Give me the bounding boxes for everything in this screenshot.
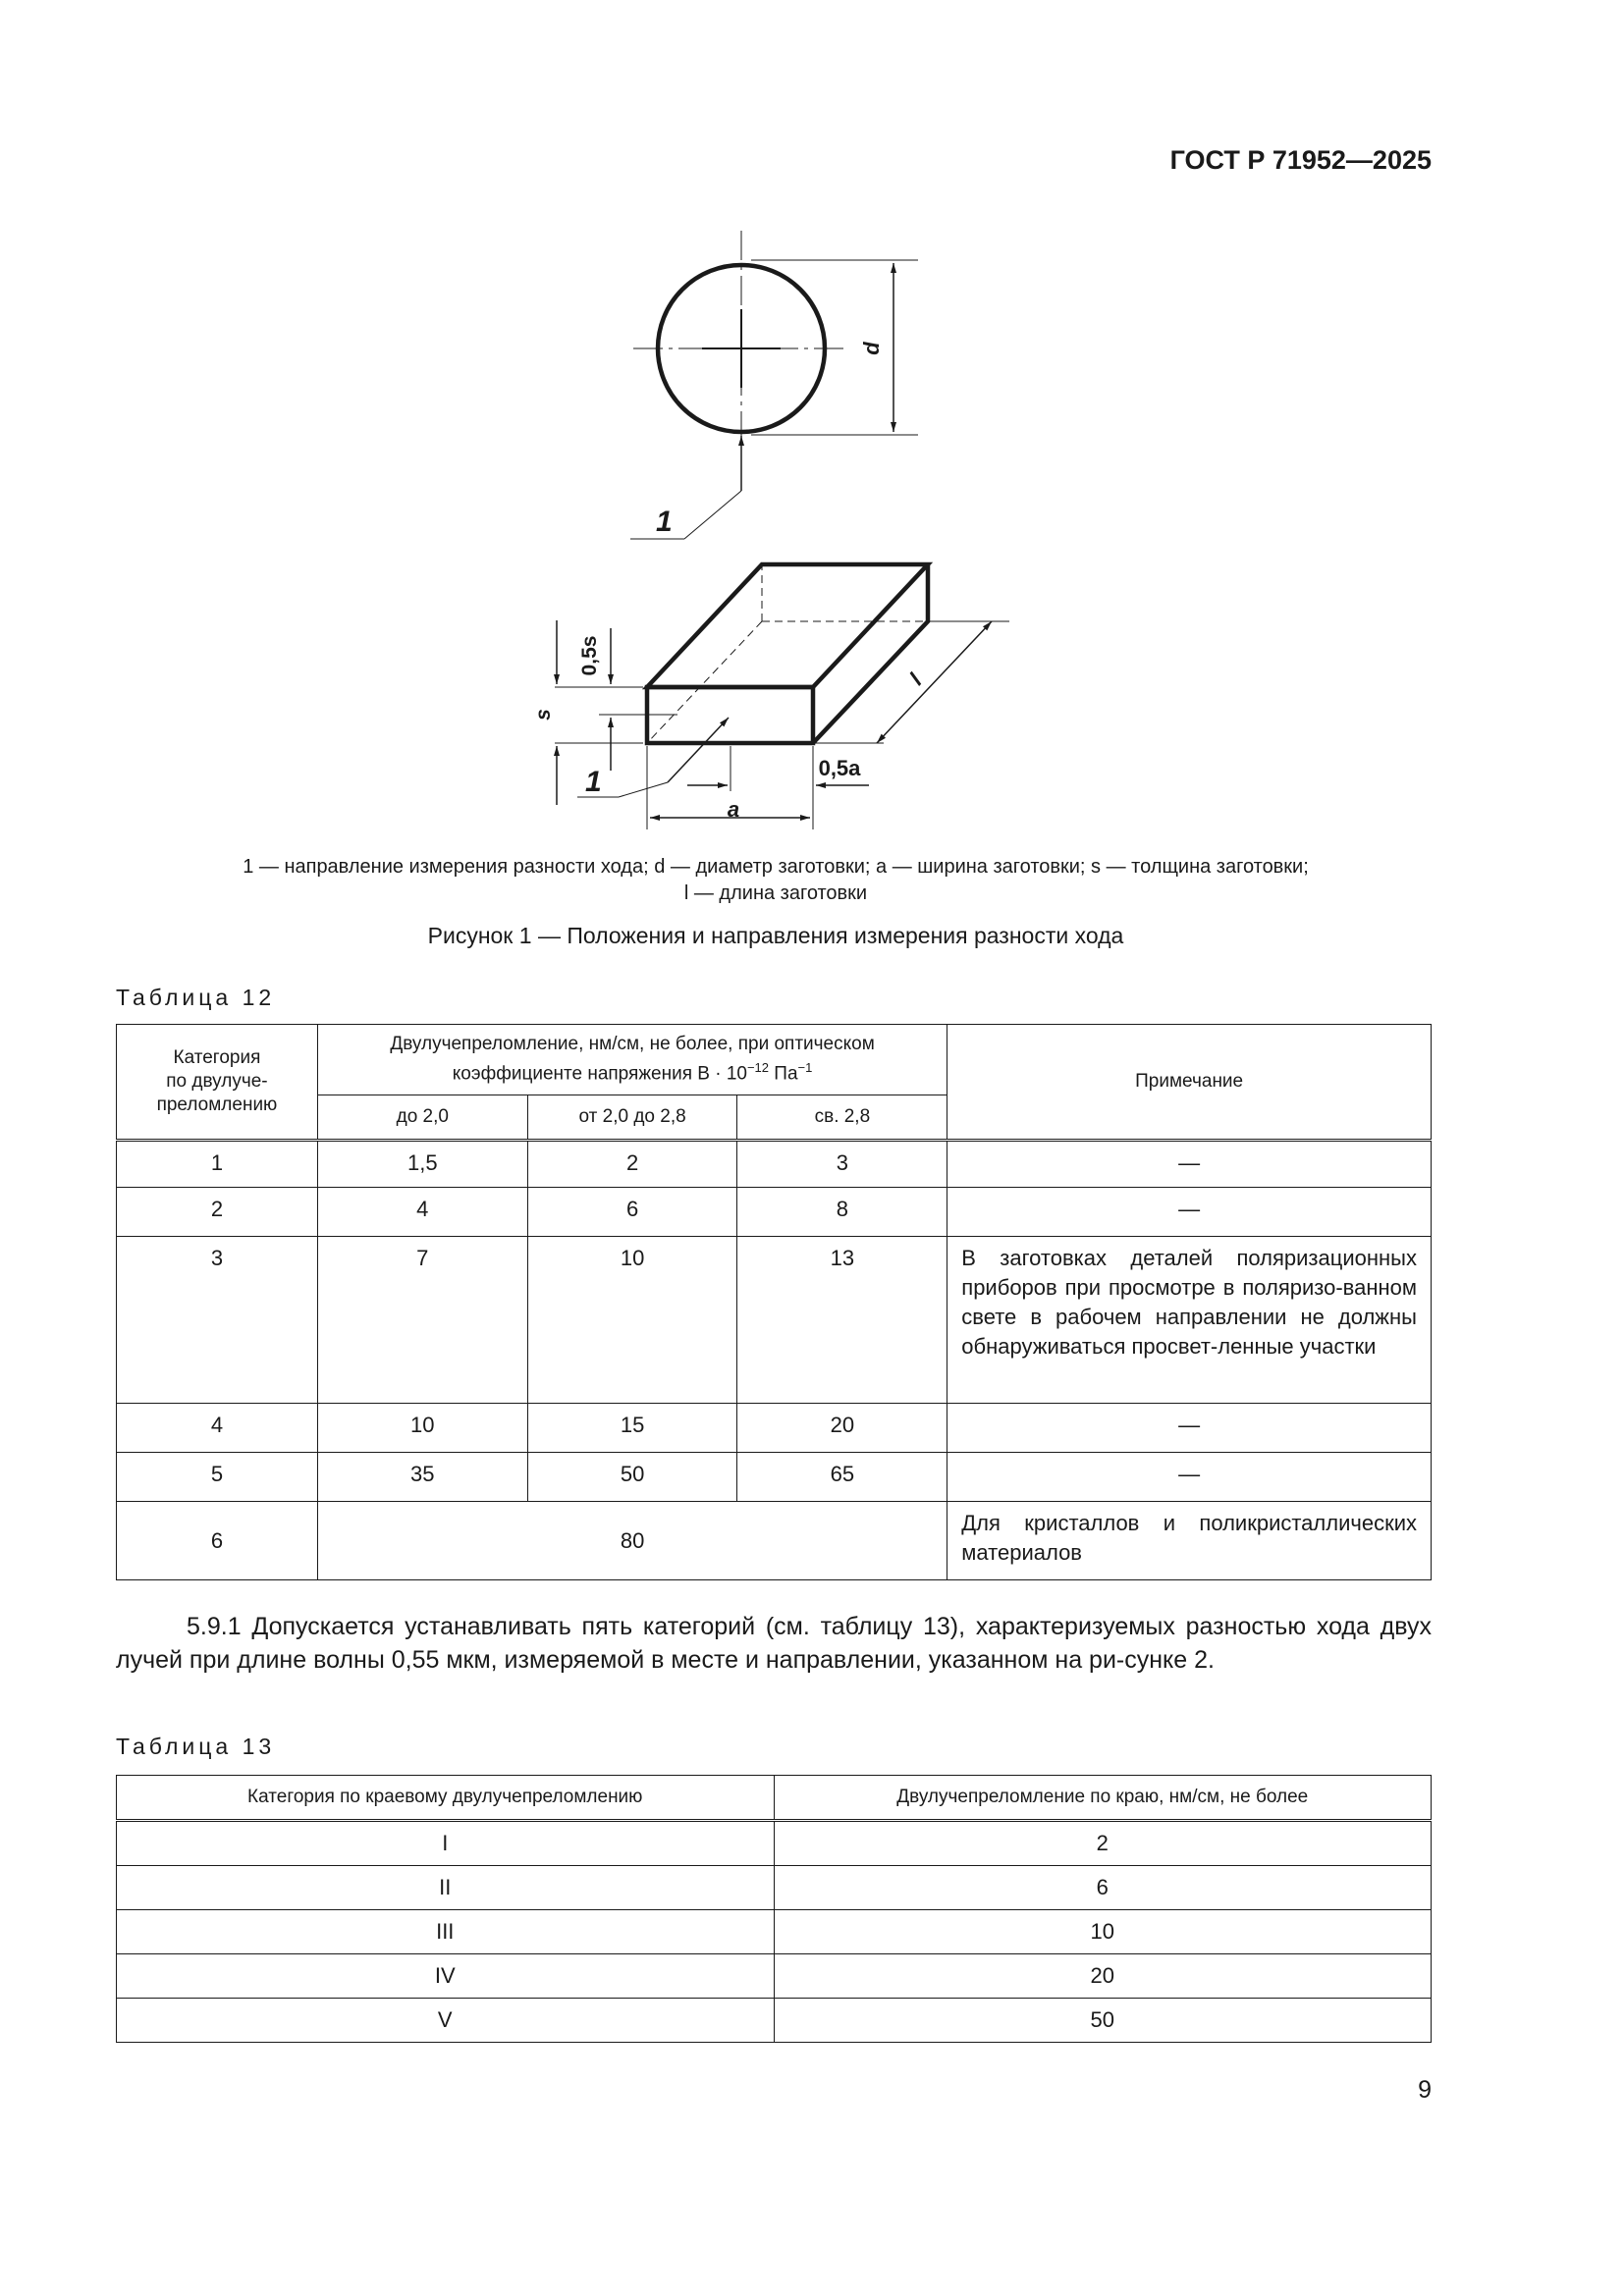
document-id: ГОСТ Р 71952—2025 <box>1169 145 1432 175</box>
cell-note: — <box>947 1404 1432 1453</box>
table-row <box>117 1188 1432 1237</box>
rectangular-blank <box>555 564 1009 829</box>
cell-value: 3 <box>737 1141 947 1188</box>
cell-category: 2 <box>117 1188 318 1237</box>
table-row <box>117 1453 1432 1502</box>
table-row <box>117 1821 1432 1866</box>
table-row <box>117 1502 1432 1580</box>
cell-category: I <box>117 1821 775 1866</box>
cell-value: 10 <box>317 1404 527 1453</box>
table-row <box>117 1999 1432 2043</box>
figure-legend <box>118 854 1434 907</box>
cell-value: 50 <box>527 1453 737 1502</box>
cell-note: — <box>947 1453 1432 1502</box>
page-number: 9 <box>1418 2076 1432 2104</box>
cell-category: 6 <box>117 1502 318 1580</box>
callout-1-box: 1 <box>585 766 602 798</box>
cell-category: 5 <box>117 1453 318 1502</box>
cell-category: IV <box>117 1954 775 1999</box>
cell-category: II <box>117 1866 775 1910</box>
cell-category: 3 <box>117 1237 318 1404</box>
label-l: l <box>904 668 927 690</box>
round-blank <box>630 231 918 539</box>
header-edge-value: Двулучепреломление по краю, нм/см, не более <box>774 1776 1432 1821</box>
cell-value: 2 <box>527 1141 737 1188</box>
table-row <box>117 1141 1432 1188</box>
header-birefringence-group: Двулучепреломление, нм/см, не более, при оптическом коэффициенте напряжения $B \cdot 10^{-12}$ $Па^{-1}$ <box>317 1025 947 1095</box>
callout-1-top: 1 <box>656 506 673 538</box>
cell-value: 50 <box>774 1999 1432 2043</box>
figure-caption: Рисунок 1 — Положения и направления измерения разности хода <box>427 923 1124 948</box>
cell-value: 2 <box>774 1821 1432 1866</box>
label-half-s: 0,5s <box>578 635 601 676</box>
header-edge-category: Категория по краевому двулучепреломлению <box>117 1776 775 1821</box>
cell-value: 10 <box>527 1237 737 1404</box>
cell-value: 6 <box>774 1866 1432 1910</box>
legend-line-2: l — длина заготовки <box>683 882 868 904</box>
cell-note: — <box>947 1188 1432 1237</box>
header-sub-1: до 2,0 <box>317 1095 527 1141</box>
table-row <box>117 1910 1432 1954</box>
table-12 <box>116 1024 1432 1580</box>
cell-merged-value: 80 <box>317 1502 947 1580</box>
cell-value: 4 <box>317 1188 527 1237</box>
cell-value: 13 <box>737 1237 947 1404</box>
cell-value: 6 <box>527 1188 737 1237</box>
cell-value: 35 <box>317 1453 527 1502</box>
cell-value: 15 <box>527 1404 737 1453</box>
figure-drawing <box>532 221 1041 822</box>
cell-value: 7 <box>317 1237 527 1404</box>
table-row <box>117 1237 1432 1404</box>
cell-value: 20 <box>737 1404 947 1453</box>
table-13 <box>116 1775 1432 2043</box>
cell-value: 65 <box>737 1453 947 1502</box>
label-a: a <box>727 797 740 822</box>
cell-note: Для кристаллов и поликристаллических материалов <box>947 1502 1432 1580</box>
cell-value: 10 <box>774 1910 1432 1954</box>
header-sub-2: от 2,0 до 2,8 <box>527 1095 737 1141</box>
figure-1 <box>532 221 1041 822</box>
table-13-label: Таблица 13 <box>116 1734 276 1759</box>
table-row <box>117 1404 1432 1453</box>
cell-value: 1,5 <box>317 1141 527 1188</box>
cell-category: 1 <box>117 1141 318 1188</box>
cell-note: — <box>947 1141 1432 1188</box>
label-half-a: 0,5a <box>818 756 861 780</box>
table-row <box>117 1954 1432 1999</box>
label-d: d <box>859 342 884 355</box>
table-row <box>117 1866 1432 1910</box>
label-s: s <box>532 709 555 721</box>
legend-line-1: 1 — направление измерения разности хода; d — диаметр заготовки; a — ширина заготовки; s — толщина заготовки; <box>243 856 1309 878</box>
paragraph-5-9-1: 5.9.1 Допускается устанавливать пять категорий (см. таблицу 13), характеризуемых разностью хода двух лучей при длине волны 0,55 мкм, измеряемой в месте и направлении, указанном на ри-сунке 2. <box>116 1613 1432 1674</box>
table-12-label: Таблица 12 <box>116 985 276 1010</box>
cell-category: III <box>117 1910 775 1954</box>
cell-note: В заготовках деталей поляризационных приборов при просмотре в поляризо-ванном свете в рабочем направлении не должны обнаруживаться просвет-ленные участки <box>947 1237 1432 1404</box>
header-note: Примечание <box>947 1025 1432 1141</box>
header-category: Категория по двулуче- преломлению <box>117 1025 318 1141</box>
cell-category: V <box>117 1999 775 2043</box>
cell-category: 4 <box>117 1404 318 1453</box>
cell-value: 20 <box>774 1954 1432 1999</box>
header-sub-3: св. 2,8 <box>737 1095 947 1141</box>
cell-value: 8 <box>737 1188 947 1237</box>
